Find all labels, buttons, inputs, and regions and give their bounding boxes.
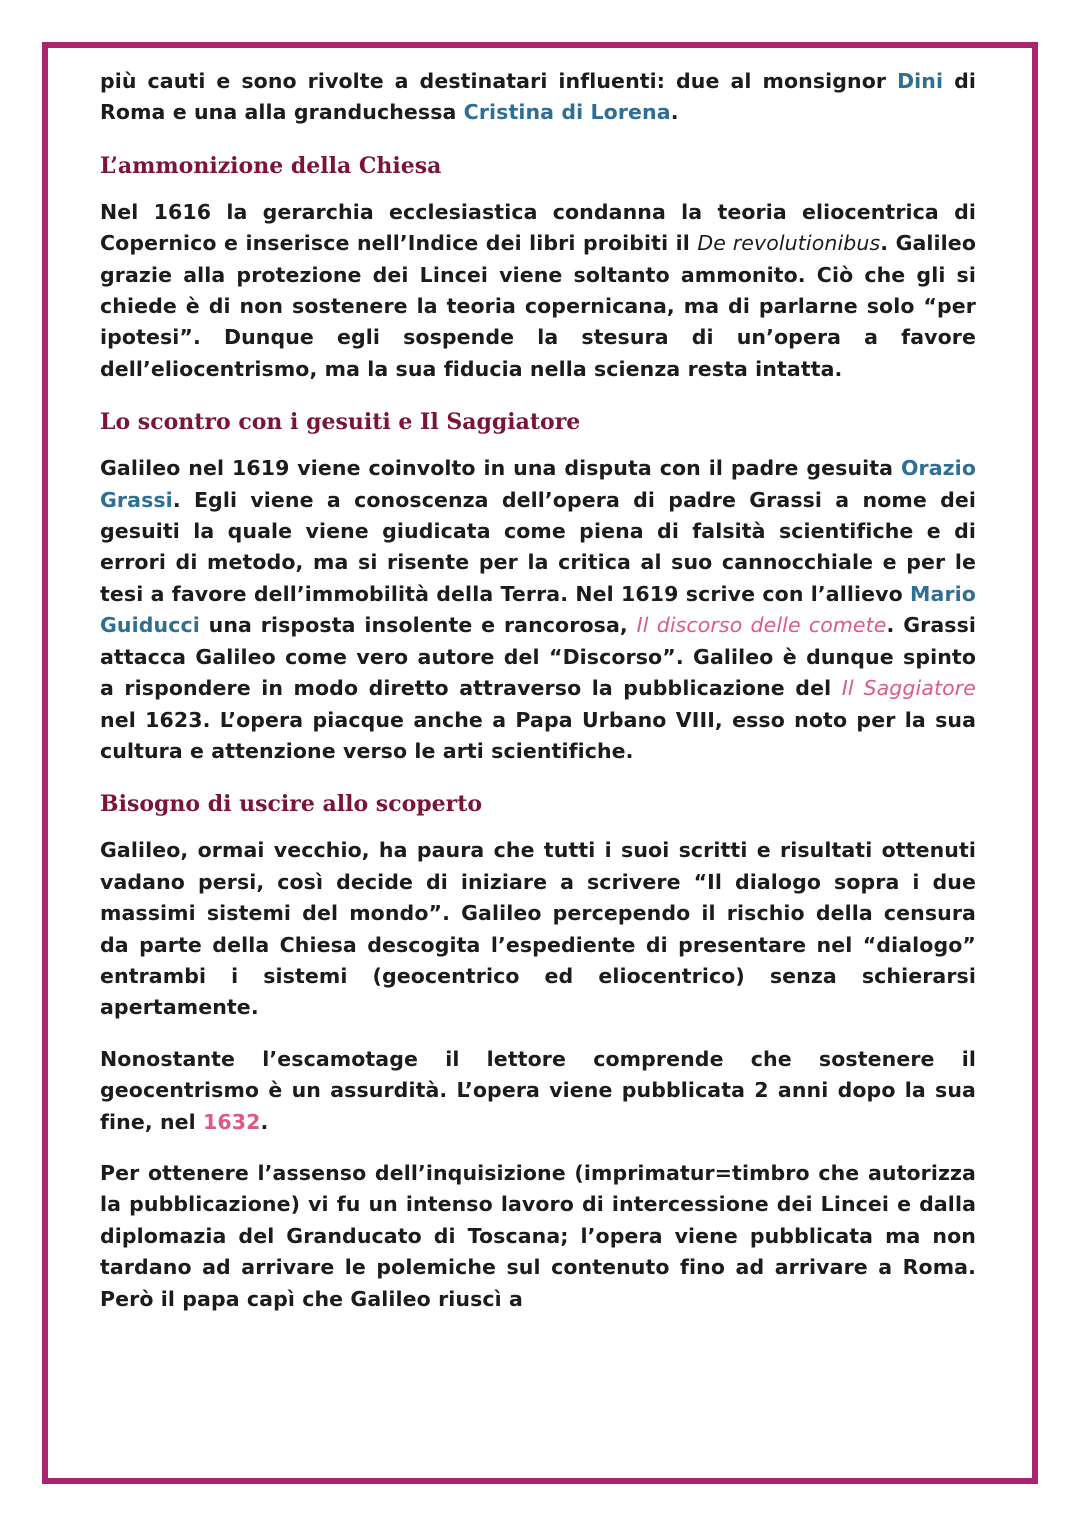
document-body — [100, 66, 976, 1315]
title-de-revolutionibus: De revolutionibus — [697, 231, 881, 256]
term-imprimatur: imprimatur — [583, 1160, 715, 1185]
paragraph-ammonizione: Nel 1616 la gerarchia ecclesiastica condanna la teoria eliocentrica di Copernico e inserisce nell’Indice dei libri proibiti il De revolutionibus. Galileo grazie alla protezione dei Lincei viene soltanto ammonito. Ciò che gli si chiede è di non sostenere la teoria copernicana, ma di parlarne solo “per ipotesi”. Dunque egli sospende la stesura di un’opera a favore dell’eliocentrismo, ma la sua fiducia nella scienza resta intatta. — [100, 199, 976, 381]
title-discorso-comete: Il discorso delle comete — [636, 613, 887, 638]
heading-scontro-gesuiti: Lo scontro con i gesuiti e Il Saggiatore — [100, 409, 581, 436]
title-dialogo: “Il dialogo sopra i due massimi sistemi del mondo” — [100, 869, 977, 926]
paragraph-intro: più cauti e sono rivolte a destinatari influenti: due al monsignor Dini di Roma e una alla granduchessa Cristina di Lorena. — [100, 69, 976, 125]
name-mario-guiducci: Mario Guiducci — [100, 581, 976, 638]
name-dini: Dini — [897, 69, 944, 93]
paragraph-imprimatur: Per ottenere l’assenso dell’inquisizione (imprimatur=timbro che autorizza la pubblicazione) vi fu un intenso lavoro di intercessione dei Lincei e dalla diplomazia del Granducato di Toscana; l’opera viene pubblicata ma non tardano ad arrivare le polemiche sul contenuto fino ad arrivare a Roma. Però il papa capì che Galileo riuscì a — [100, 1160, 976, 1311]
paragraph-escamotage: Nonostante l’escamotage il lettore comprende che sostenere il geocentrismo è un assurdità. L’opera viene pubblicata 2 anni dopo la sua fine, nel 1632. — [100, 1046, 976, 1134]
paragraph-scontro-gesuiti: Galileo nel 1619 viene coinvolto in una disputa con il padre gesuita Orazio Grassi. Egli viene a conoscenza dell’opera di padre Grassi a nome dei gesuiti la quale viene giudicata come piena di falsità scientifiche e di errori di metodo, ma si risente per la critica al suo cannocchiale e per le tesi a favore dell’immobilità della Terra. Nel 1619 scrive con l’allievo Mario Guiducci una risposta insolente e rancorosa, Il discorso delle comete. Grassi attacca Galileo come vero autore del “Discorso”. Galileo è dunque spinto a rispondere in modo diretto attraverso la pubblicazione del Il Saggiatore nel 1623. L’opera piacque anche a Papa Urbano VIII, esso noto per la sua cultura e attenzione verso le arti scientifiche. — [100, 456, 976, 763]
heading-ammonizione: L’ammonizione della Chiesa — [100, 152, 442, 179]
paragraph-uscire-scoperto: Galileo, ormai vecchio, ha paura che tutti i suoi scritti e risultati ottenuti vadano persi, così decide di iniziare a scrivere “Il dialogo sopra i due massimi sistemi del mondo”. Galileo percependo il rischio della censura da parte della Chiesa descogita l’espediente di presentare nel “dialogo” entrambi i sistemi (geocentrico ed eliocentrico) senza schierarsi apertamente. — [100, 838, 977, 1020]
title-il-saggiatore: Il Saggiatore — [841, 676, 976, 701]
name-cristina-di-lorena: Cristina di Lorena — [463, 100, 671, 125]
year-1632: 1632 — [203, 1109, 261, 1134]
name-orazio-grassi: Orazio Grassi — [100, 456, 976, 512]
heading-uscire-scoperto: Bisogno di uscire allo scoperto — [100, 791, 483, 818]
